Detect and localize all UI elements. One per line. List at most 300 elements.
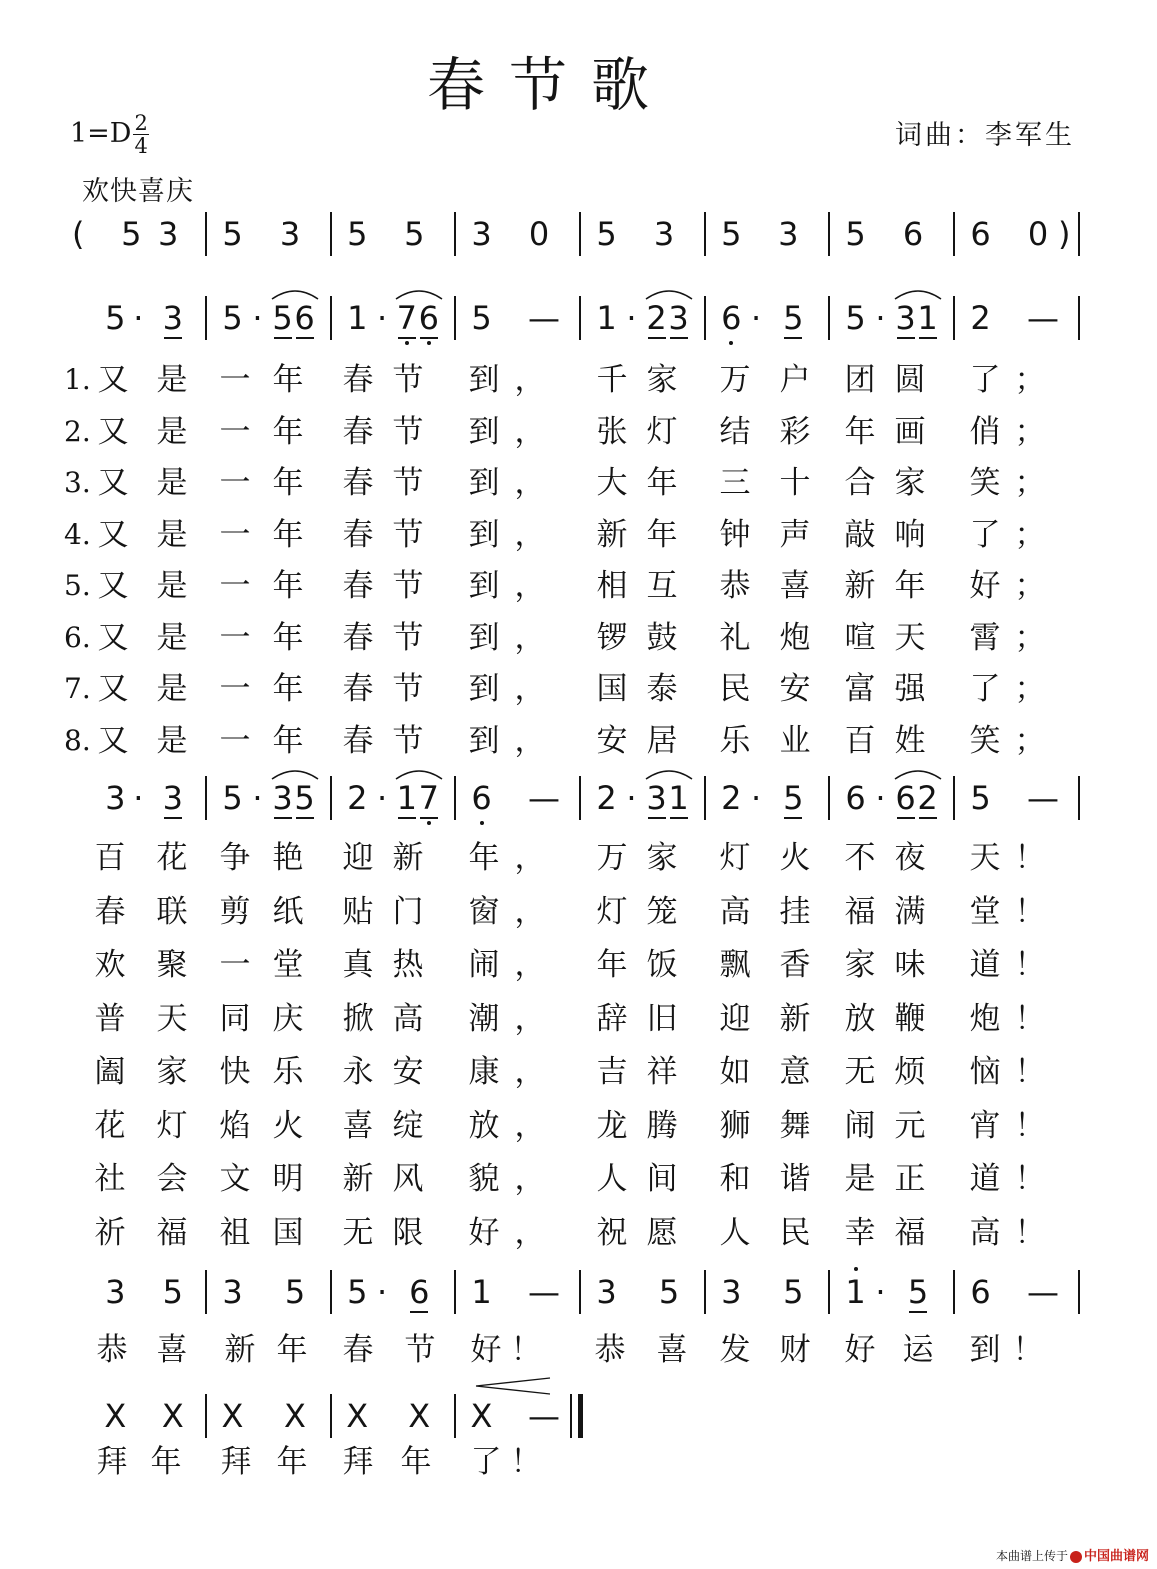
lyric-char: ； [1014, 722, 1046, 759]
jianpu-note: — [1027, 1273, 1059, 1311]
jianpu-note: 2 [970, 299, 991, 337]
lyric-char: 喜 [656, 1332, 688, 1368]
lyric-char: 年 [272, 568, 304, 604]
jianpu-note: 3 [471, 215, 492, 253]
jianpu-note: 5 [288, 776, 322, 820]
lyric-char: ， [514, 362, 546, 398]
barline [953, 212, 955, 256]
jianpu-note: — [528, 1397, 560, 1435]
lyric-char: 花 [156, 840, 188, 876]
verse-number: 4. [64, 517, 91, 551]
lyric-char: 不 [844, 840, 876, 876]
jianpu-note: 7 [390, 296, 424, 340]
lyric-line [0, 667, 1157, 711]
lyric-char: 春 [342, 362, 374, 398]
slur-mark [894, 286, 942, 300]
jianpu-note: 1 [911, 296, 945, 340]
lyric-char: ， [514, 671, 546, 707]
composer-credit: 词曲：李军生 [895, 120, 1075, 151]
lyric-char: 社 [94, 1161, 126, 1197]
lyric-char: 拜 [96, 1444, 128, 1480]
jianpu-note: · [133, 299, 144, 337]
lyric-char: 饭 [646, 947, 678, 983]
lyric-char: 乐 [719, 722, 751, 759]
jianpu-note: 3 [266, 776, 300, 820]
lyric-char: ； [1014, 413, 1046, 450]
lyric-line [0, 836, 1157, 880]
lyric-char: 灯 [156, 1107, 188, 1144]
lyric-char: 拜 [342, 1444, 374, 1480]
lyric-char: 万 [596, 840, 628, 876]
lyric-char: 年 [844, 413, 876, 450]
lyric-char: 间 [646, 1161, 678, 1197]
jianpu-note: 6 [714, 296, 748, 340]
lyric-char: 欢 [94, 947, 126, 983]
barline [579, 776, 581, 820]
lyric-char: 谐 [779, 1161, 811, 1197]
lyric-char: 貌 [468, 1161, 500, 1197]
lyric-char: 锣 [596, 619, 628, 656]
lyric-char: 放 [844, 1000, 876, 1037]
jianpu-note: 5 [970, 779, 991, 817]
lyric-char: 安 [779, 671, 811, 707]
lyric-char: 结 [719, 413, 751, 450]
crescendo-hairpin [474, 1376, 554, 1396]
lyric-char: 运 [902, 1332, 934, 1368]
barline [205, 776, 207, 820]
jianpu-note: 5 [471, 299, 492, 337]
barline [828, 212, 830, 256]
lyric-char: ！ [510, 1444, 542, 1480]
lyric-char: 是 [156, 516, 188, 553]
lyric-char: 是 [156, 722, 188, 759]
lyric-char: 元 [894, 1107, 926, 1144]
lyric-char: ！ [1014, 1107, 1046, 1144]
lyric-line [0, 410, 1157, 454]
lyric-char: 是 [156, 671, 188, 707]
jianpu-note: · [750, 299, 762, 337]
lyric-char: 普 [94, 1000, 126, 1037]
lyric-char: 了 [969, 362, 1001, 398]
lyric-char: 团 [844, 362, 876, 398]
jianpu-note: · [875, 1273, 886, 1311]
barline [330, 1394, 332, 1438]
jianpu-note: 5 [266, 296, 300, 340]
jianpu-note: 5 [404, 215, 425, 253]
lyric-char: 新 [844, 568, 876, 604]
lyric-char: 安 [596, 722, 628, 759]
slur-mark [395, 766, 443, 780]
lyric-char: ， [514, 1161, 546, 1197]
lyric-char: ； [1014, 465, 1046, 501]
lyric-char: 道 [969, 1161, 1001, 1197]
lyric-char: 家 [844, 947, 876, 983]
slur-mark [645, 766, 693, 780]
lyric-char: 聚 [156, 947, 188, 983]
final-barline-thick [578, 1394, 583, 1438]
lyric-line [0, 997, 1157, 1041]
lyric-char: 窗 [468, 893, 500, 930]
lyric-char: 好 [470, 1332, 502, 1368]
lyric-char: 十 [779, 465, 811, 501]
lyric-char: 春 [342, 671, 374, 707]
jianpu-note: · [875, 299, 886, 337]
lyric-char: 明 [272, 1161, 304, 1197]
lyric-char: 火 [779, 840, 811, 876]
jianpu-note: 5 [776, 776, 810, 820]
lyric-char: 年 [646, 516, 678, 553]
jianpu-note: 3 [640, 776, 674, 820]
lyric-char: 一 [219, 619, 251, 656]
lyric-char: 节 [392, 671, 424, 707]
barline [579, 296, 581, 340]
lyric-line [0, 890, 1157, 934]
lyric-char: 是 [156, 413, 188, 450]
barline [1078, 212, 1080, 256]
lyric-char: 圆 [894, 362, 926, 398]
lyric-char: 敲 [844, 516, 876, 553]
barline [953, 1270, 955, 1314]
jianpu-note: · [133, 779, 144, 817]
lyric-char: ！ [1014, 840, 1046, 876]
barline [828, 776, 830, 820]
barline [1078, 1270, 1080, 1314]
lyric-char: 年 [596, 947, 628, 983]
lyric-char: 宵 [969, 1107, 1001, 1144]
lyric-char: 祝 [596, 1214, 628, 1251]
jianpu-note: 1 [471, 1273, 492, 1311]
lyric-char: 拜 [220, 1444, 252, 1480]
jianpu-note: 2 [596, 779, 617, 817]
lyric-char: 烦 [894, 1054, 926, 1090]
jianpu-note: 6 [402, 1270, 436, 1314]
jianpu-note: 2 [911, 776, 945, 820]
jianpu-note: X [104, 1397, 127, 1435]
lyric-char: 是 [156, 362, 188, 398]
jianpu-note: — [528, 299, 560, 337]
lyric-char: 年 [150, 1444, 182, 1480]
verse-number: 8. [64, 723, 91, 757]
lyric-char: 火 [272, 1107, 304, 1144]
lyric-char: 飘 [719, 947, 751, 983]
lyric-char: 到 [468, 413, 500, 450]
lyric-char: 财 [779, 1332, 811, 1368]
jianpu-note: — [528, 1273, 560, 1311]
barline [330, 296, 332, 340]
lyric-char: 年 [894, 568, 926, 604]
lyric-char: 夜 [894, 840, 926, 876]
lyric-char: 门 [392, 893, 424, 930]
lyric-char: 霄 [969, 619, 1001, 656]
lyric-char: 节 [392, 465, 424, 501]
lyric-char: 灯 [719, 840, 751, 876]
lyric-char: 放 [468, 1107, 500, 1144]
lyric-char: 年 [276, 1332, 308, 1368]
lyric-char: 吉 [596, 1054, 628, 1090]
lyric-char: 一 [219, 362, 251, 398]
lyric-char: 节 [392, 568, 424, 604]
lyric-char: 又 [97, 568, 129, 604]
barline [205, 1270, 207, 1314]
barline [704, 296, 706, 340]
lyric-char: 人 [719, 1214, 751, 1251]
jianpu-note: 6 [412, 296, 446, 340]
jianpu-note: · [252, 299, 263, 337]
lyric-char: 到 [468, 465, 500, 501]
lyric-char: 文 [219, 1161, 251, 1197]
lyric-char: 节 [392, 516, 424, 553]
jianpu-note: 5 [776, 296, 810, 340]
jianpu-note: 5 [222, 215, 243, 253]
lyric-char: 节 [392, 619, 424, 656]
barline [330, 212, 332, 256]
lyric-char: 新 [779, 1000, 811, 1037]
notation-row-1 [0, 294, 1157, 342]
notation-row-3 [0, 1268, 1157, 1316]
lyric-char: 春 [342, 1332, 374, 1368]
lyric-char: 喜 [342, 1107, 374, 1144]
lyric-char: ， [514, 465, 546, 501]
lyric-char: 潮 [468, 1000, 500, 1037]
site-logo-icon [1070, 1551, 1082, 1563]
lyric-char: ， [514, 1214, 546, 1251]
jianpu-note: X [161, 1397, 184, 1435]
barline [330, 1270, 332, 1314]
lyric-line [0, 943, 1157, 987]
time-denominator: 4 [134, 134, 148, 158]
lyrics-row-4 [0, 1440, 1157, 1484]
lyric-char: 争 [219, 840, 251, 876]
jianpu-note: 1 [390, 776, 424, 820]
jianpu-note: 5 [162, 1273, 183, 1311]
lyric-char: 到 [468, 362, 500, 398]
lyric-char: 恭 [96, 1332, 128, 1368]
lyric-char: 千 [596, 362, 628, 398]
lyric-char: 天 [969, 840, 1001, 876]
lyric-char: 愿 [646, 1214, 678, 1251]
lyric-char: 炮 [779, 619, 811, 656]
lyric-char: 真 [342, 947, 374, 983]
lyric-char: 正 [894, 1161, 926, 1197]
lyric-line [0, 358, 1157, 402]
lyric-char: 一 [219, 516, 251, 553]
jianpu-note: 2 [721, 779, 742, 817]
verse-number: 2. [64, 414, 91, 448]
lyric-char: 年 [272, 413, 304, 450]
lyric-char: 三 [719, 465, 751, 501]
lyric-char: 天 [156, 1000, 188, 1037]
key-signature [70, 112, 149, 157]
lyric-char: 家 [156, 1054, 188, 1090]
lyric-char: 了 [470, 1444, 502, 1480]
lyric-char: 到 [468, 671, 500, 707]
jianpu-note: 5 [845, 215, 866, 253]
lyric-char: 高 [719, 893, 751, 930]
lyric-char: 道 [969, 947, 1001, 983]
lyric-char: 笑 [969, 465, 1001, 501]
slur-mark [395, 286, 443, 300]
lyric-char: 喜 [156, 1332, 188, 1368]
lyric-char: 礼 [719, 619, 751, 656]
lyric-char: 万 [719, 362, 751, 398]
lyric-char: 安 [392, 1054, 424, 1090]
lyric-char: 户 [779, 362, 811, 398]
lyric-char: 年 [272, 465, 304, 501]
lyric-char: 到 [468, 722, 500, 759]
lyric-char: 年 [468, 840, 500, 876]
lyric-char: 会 [156, 1161, 188, 1197]
lyric-char: 春 [342, 568, 374, 604]
barline [704, 1270, 706, 1314]
barline [704, 776, 706, 820]
tempo-marking: 欢快喜庆 [82, 176, 194, 207]
lyric-char: 是 [156, 568, 188, 604]
lyric-line [0, 513, 1157, 557]
lyric-char: 年 [272, 362, 304, 398]
lyric-char: 家 [894, 465, 926, 501]
jianpu-note: 2 [640, 296, 674, 340]
barline [454, 296, 456, 340]
lyric-char: ， [514, 840, 546, 876]
lyric-char: 闹 [468, 947, 500, 983]
lyric-char: 腾 [646, 1107, 678, 1144]
slur-mark [894, 766, 942, 780]
lyric-char: 是 [156, 465, 188, 501]
jianpu-note: 5 [105, 299, 126, 337]
barline [704, 212, 706, 256]
jianpu-note: 5 [222, 299, 243, 337]
jianpu-note: · [376, 299, 388, 337]
lyric-char: 节 [392, 362, 424, 398]
barline [953, 296, 955, 340]
lyric-char: 节 [392, 413, 424, 450]
jianpu-note: 3 [778, 215, 799, 253]
lyric-char: 纸 [272, 893, 304, 930]
lyric-char: 新 [342, 1161, 374, 1197]
jianpu-note: 5 [222, 779, 243, 817]
open-paren: ( [72, 215, 85, 253]
lyric-char: 高 [969, 1214, 1001, 1251]
lyric-line [0, 719, 1157, 763]
lyric-char: 年 [272, 671, 304, 707]
lyric-char: 声 [779, 516, 811, 553]
lyric-char: 是 [844, 1161, 876, 1197]
lyrics-row-3 [0, 1328, 1157, 1372]
lyric-char: 幸 [844, 1214, 876, 1251]
verse-number: 1. [64, 363, 91, 396]
lyric-char: 满 [894, 893, 926, 930]
lyric-char: ！ [1014, 893, 1046, 930]
lyric-char: 国 [272, 1214, 304, 1251]
lyric-char: 香 [779, 947, 811, 983]
lyric-char: 限 [392, 1214, 424, 1251]
jianpu-note: X [284, 1397, 306, 1435]
barline [330, 776, 332, 820]
lyric-char: 泰 [646, 671, 678, 707]
lyric-char: 互 [646, 568, 678, 604]
lyric-char: 艳 [272, 840, 304, 876]
jianpu-note: 3 [721, 1273, 742, 1311]
lyric-char: 笼 [646, 893, 678, 930]
lyric-char: ， [514, 893, 546, 930]
notation-row-4 [0, 1392, 1157, 1440]
song-title: 春节歌 [426, 51, 673, 119]
jianpu-note: X [221, 1397, 244, 1435]
lyric-char: ， [514, 516, 546, 553]
lyric-char: 一 [219, 671, 251, 707]
jianpu-note: 3 [156, 776, 190, 820]
lyric-char: 一 [219, 413, 251, 450]
lyric-char: 灯 [596, 893, 628, 930]
lyric-char: 天 [894, 619, 926, 656]
jianpu-note: 5 [121, 215, 142, 253]
lyric-char: 恭 [719, 568, 751, 604]
lyric-char: 合 [844, 465, 876, 501]
lyric-char: 相 [596, 568, 628, 604]
jianpu-note: 6 [902, 215, 924, 253]
lyric-char: 春 [342, 722, 374, 759]
lyric-char: 民 [719, 671, 751, 707]
lyric-char: 居 [646, 722, 678, 759]
lyric-char: 春 [342, 413, 374, 450]
footer-brand: 中国曲谱网 [1083, 1549, 1149, 1564]
jianpu-note: 5 [901, 1270, 935, 1314]
jianpu-note: · [626, 299, 637, 337]
lyric-char: 迎 [719, 1000, 751, 1037]
lyric-char: 恭 [594, 1332, 626, 1368]
lyric-char: ， [514, 619, 546, 656]
jianpu-note: 3 [158, 215, 179, 253]
lyric-char: 春 [342, 619, 374, 656]
lyric-char: 贴 [342, 893, 374, 930]
barline [828, 1270, 830, 1314]
jianpu-note: 6 [288, 296, 322, 340]
lyric-char: 风 [392, 1161, 424, 1197]
barline [205, 296, 207, 340]
lyric-char: 无 [844, 1054, 876, 1090]
intro-notation-row [0, 210, 1157, 258]
slur-mark [645, 286, 693, 300]
lyric-char: 春 [342, 516, 374, 553]
lyric-char: 剪 [219, 893, 251, 930]
jianpu-note: 6 [889, 776, 923, 820]
lyric-char: 如 [719, 1054, 751, 1090]
jianpu-note: X [470, 1397, 493, 1435]
lyric-char: 乐 [272, 1054, 304, 1090]
jianpu-note: 5 [596, 215, 617, 253]
lyric-char: 又 [97, 362, 129, 398]
lyric-char: 堂 [272, 947, 304, 983]
lyric-line [0, 1104, 1157, 1148]
jianpu-note: 3 [156, 296, 190, 340]
final-barline-thin [570, 1394, 572, 1438]
lyric-char: 高 [392, 1000, 424, 1037]
jianpu-note: X [346, 1397, 369, 1435]
verse-number: 5. [64, 569, 91, 602]
lyric-char: 狮 [719, 1107, 751, 1144]
jianpu-note: 1 [347, 299, 368, 337]
lyric-char: ！ [1014, 1054, 1046, 1090]
lyric-char: 节 [404, 1332, 436, 1368]
lyric-line [0, 616, 1157, 660]
lyric-char: 彩 [779, 413, 811, 450]
lyric-char: 鞭 [894, 1000, 926, 1037]
close-paren: ) [1058, 215, 1071, 253]
footer-credit [996, 1548, 1149, 1565]
jianpu-note: 3 [279, 215, 301, 253]
lyric-char: 闹 [844, 1107, 876, 1144]
lyric-char: 好 [969, 568, 1001, 604]
